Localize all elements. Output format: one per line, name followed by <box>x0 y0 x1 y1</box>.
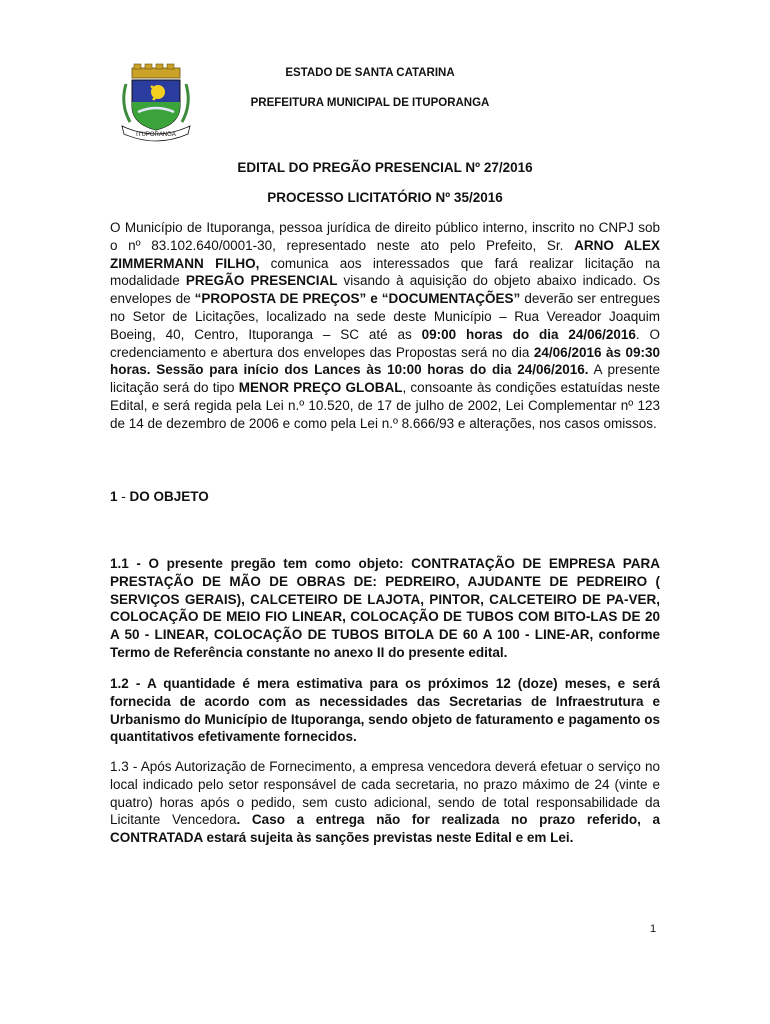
intro-text: comunica aos interessados que fará realizar licitação na modalidade <box>110 255 660 289</box>
clause-penalty-text: . Caso a entrega não for realizada no prazo referido, a CONTRATADA estará sujeita às sanções previstas neste Edital e em Lei. <box>110 812 661 846</box>
mayor-name: ARNO ALEX ZIMMERMANN FILHO, <box>110 237 660 271</box>
document-title: EDITAL DO PREGÃO PRESENCIAL Nº 27/2016 <box>237 160 533 175</box>
delivery-deadline: 09:00 horas do dia 24/06/2016 <box>421 326 636 342</box>
section-separator: - <box>117 489 130 504</box>
process-number: PROCESSO LICITATÓRIO Nº 35/2016 <box>267 190 503 205</box>
clause-1-3 <box>110 758 660 847</box>
clause-1-2: 1.2 - A quantidade é mera estimativa para os próximos 12 (doze) meses, e será fornecida de acordo com as necessidades das Secretarias de Infraestrutura e Urbanismo do Município de Ituporanga, sendo objeto de faturamento e pagamento os quantitativos efetivamente fornecidos. <box>110 676 660 745</box>
crest-banner-text: ITUPORANGA <box>136 132 176 138</box>
section-title: DO OBJETO <box>129 489 209 504</box>
session-schedule: 24/06/2016 às 09:30 horas. Sessão para início dos Lances às 10:00 horas do dia 24/06/2016. <box>110 344 660 378</box>
intro-text: . O credenciamento e abertura dos envelopes das Propostas será no dia <box>110 326 661 360</box>
clause-1-1: 1.1 - O presente pregão tem como objeto: CONTRATAÇÃO DE EMPRESA PARA PRESTAÇÃO DE MÃO DE OBRAS DE: PEDREIRO, AJUDANTE DE PEDREIRO ( SERVIÇOS GERAIS), CALCETEIRO DE LAJOTA, PINTOR, CALCETEIRO DE PA-VER, COLOCAÇÃO DE MEIO FIO LINEAR, COLOCAÇÃO DE TUBOS COM BITO-LAS DE 20 A 50 - LINEAR, COLOCAÇÃO DE TUBOS BITOLA DE 60 A 100 - LINE-AR, conforme Termo de Referência constante no anexo II do presente edital. <box>110 556 660 660</box>
envelope-names: “PROPOSTA DE PREÇOS” e “DOCUMENTAÇÕES” <box>194 291 521 307</box>
intro-text: O Município de Ituporanga, pessoa jurídica de direito público interno, inscrito no CNPJ sob o nº 83.102.640/0001-30, representado neste ato pelo Prefeito, Sr. <box>110 220 660 253</box>
intro-text: deverão ser entregues no Setor de Licitações, localizado na sede deste Município – Rua Vereador Joaquim Boeing, 40, Centro, Ituporanga – SC até as <box>110 291 660 342</box>
page-number: 1 <box>650 923 657 935</box>
header-city: PREFEITURA MUNICIPAL DE ITUPORANGA <box>250 97 490 109</box>
section-number: 1 <box>110 489 118 504</box>
clause-text: 1.3 - Após Autorização de Fornecimento, a empresa vencedora deverá efetuar o serviço no local indicado pelo setor responsável de cada secretaria, no prazo máximo de 24 (vinte e quatro) horas após o pedido, sem custo adicional, sendo de total responsabilidade da Licitante Vencedora <box>110 759 660 828</box>
header-state: ESTADO DE SANTA CATARINA <box>285 67 455 79</box>
section-heading-objeto <box>110 489 209 504</box>
intro-text: , consoante às condições estatuídas neste Edital, e será regida pela Lei n.º 10.520, de 17 de julho de 2002, Lei Complementar nº 123 de 14 de dezembro de 2006 e como pela Lei n.º 8.666/93 e alterações, nos casos omissos. <box>110 380 661 431</box>
intro-text: A presente licitação será do tipo <box>110 362 660 396</box>
intro-text: visando à aquisição do objeto abaixo indicado. Os envelopes de <box>110 273 660 307</box>
bid-type: MENOR PREÇO GLOBAL <box>238 380 403 396</box>
intro-paragraph <box>110 219 660 433</box>
municipal-crest-logo <box>118 62 194 142</box>
bidding-modality: PREGÃO PRESENCIAL <box>185 273 338 289</box>
